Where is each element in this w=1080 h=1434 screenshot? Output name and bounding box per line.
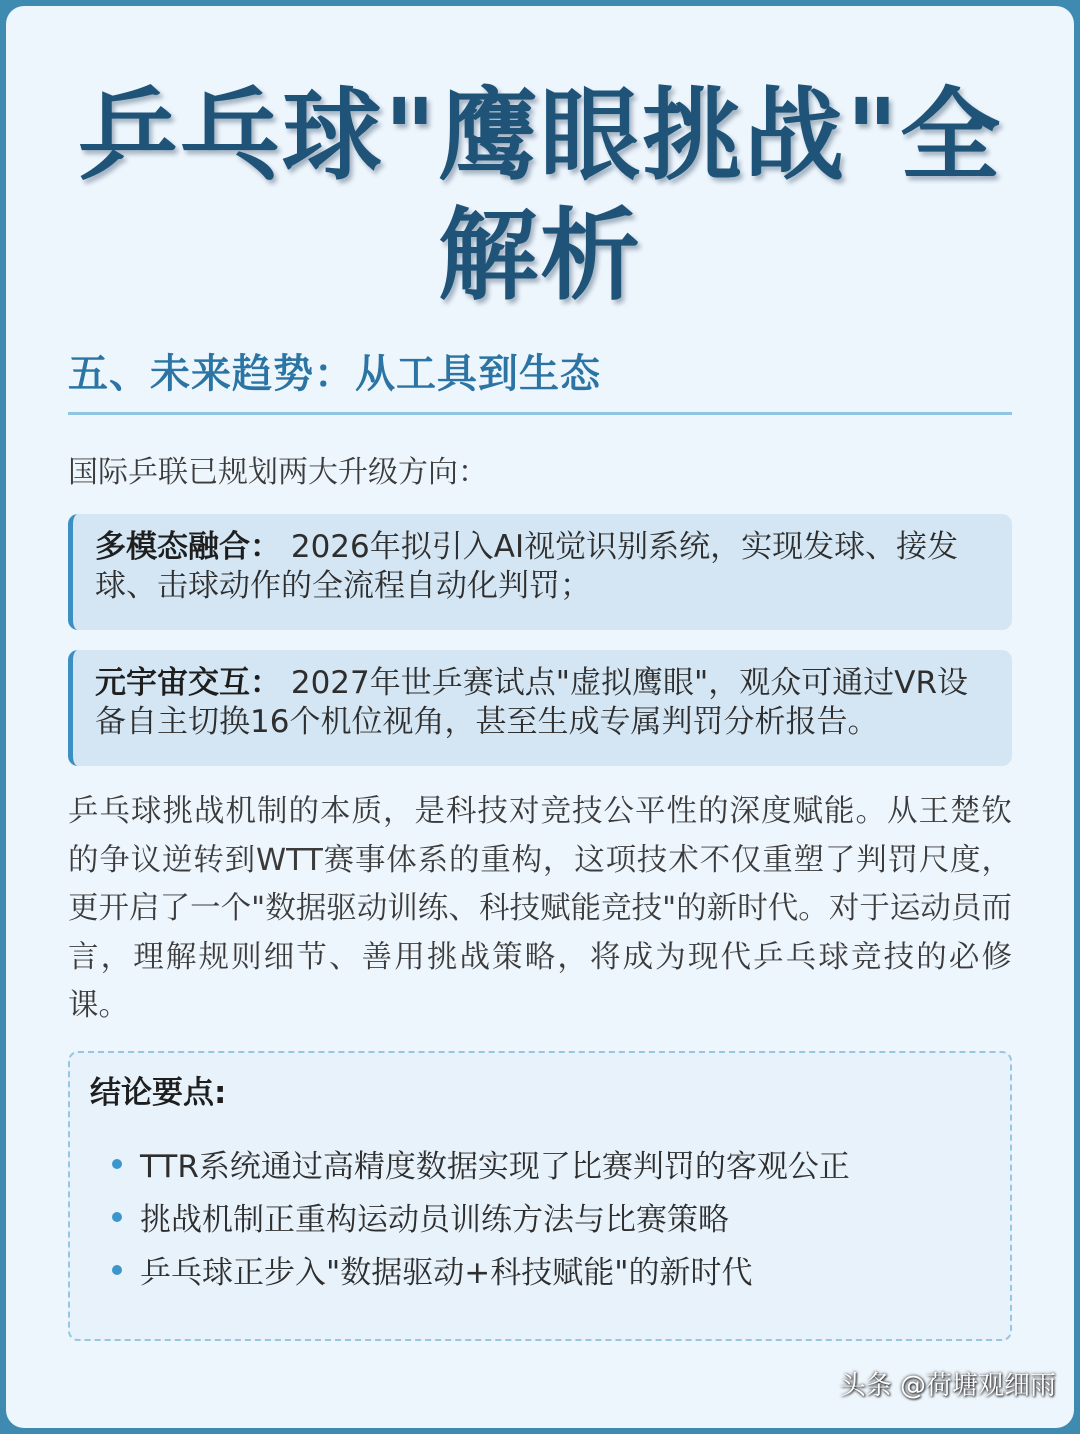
- card-text: 2027年世乒赛试点"虚拟鹰眼"，观众可通过VR设备自主切换16个机位视角，甚至生成专属判罚分析报告。: [95, 665, 969, 740]
- intro-text: 国际乒联已规划两大升级方向：: [68, 455, 488, 490]
- card-label: 元宇宙交互：: [95, 665, 281, 701]
- conclusion-title: 结论要点:: [90, 1075, 227, 1111]
- list-item-text: 乒乓球正步入"数据驱动+科技赋能"的新时代: [140, 1255, 753, 1291]
- list-item: [108, 1141, 850, 1194]
- list-item: [108, 1194, 850, 1247]
- conclusion-box: [68, 1051, 1012, 1341]
- section-heading: 五、未来趋势：从工具到生态: [68, 351, 601, 397]
- page-title: [46, 76, 1034, 316]
- list-item-text: TTR系统通过高精度数据实现了比赛判罚的客观公正: [140, 1149, 850, 1185]
- trend-card-metaverse: [68, 650, 1012, 766]
- card-label: 多模态融合：: [95, 529, 281, 565]
- watermark: 头条 @荷塘观细雨: [839, 1371, 1056, 1401]
- section-divider: [68, 412, 1012, 415]
- content-panel: [6, 6, 1074, 1428]
- trend-card-multimodal: [68, 514, 1012, 630]
- bullet-dot-icon: [112, 1159, 122, 1169]
- title-line-2: 解析: [438, 197, 642, 314]
- list-item: [108, 1247, 850, 1300]
- list-item-text: 挑战机制正重构运动员训练方法与比赛策略: [140, 1202, 729, 1238]
- summary-paragraph: 乒乓球挑战机制的本质，是科技对竞技公平性的深度赋能。从王楚钦的争议逆转到WTT赛事体系的重构，这项技术不仅重塑了判罚尺度，更开启了一个"数据驱动训练、科技赋能竞技"的新时代。对于运动员而言，理解规则细节、善用挑战策略，将成为现代乒乓球竞技的必修课。: [68, 794, 1012, 1023]
- card-text: 2026年拟引入AI视觉识别系统，实现发球、接发球、击球动作的全流程自动化判罚；: [95, 529, 959, 604]
- bullet-dot-icon: [112, 1265, 122, 1275]
- title-line-1: 乒乓球"鹰眼挑战"全: [77, 77, 1003, 194]
- conclusion-list: [108, 1141, 850, 1300]
- bullet-dot-icon: [112, 1212, 122, 1222]
